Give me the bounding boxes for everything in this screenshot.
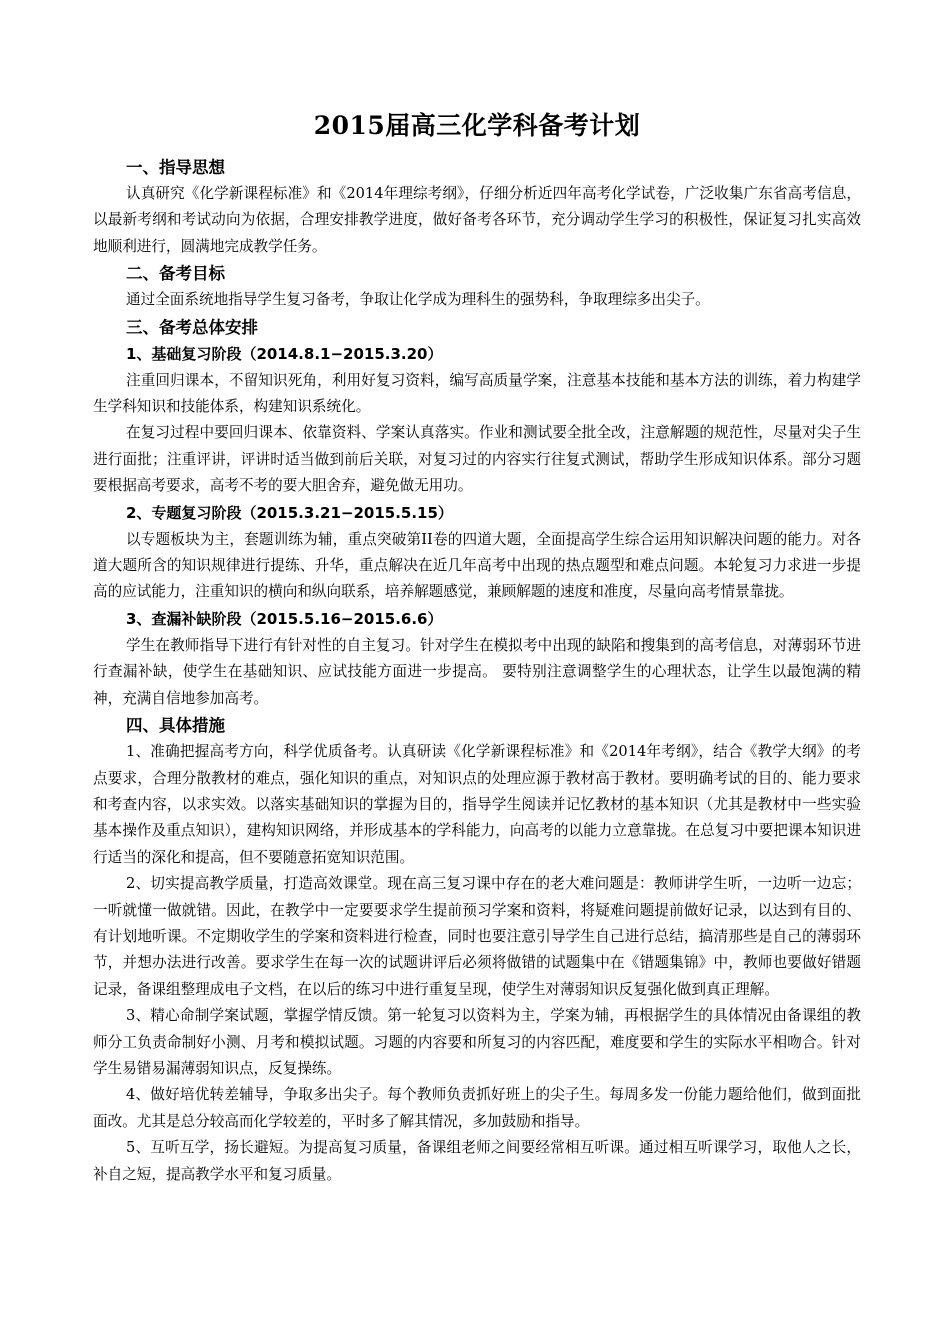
stage-heading-topic-review: 2、专题复习阶段（2015.3.21−2015.5.15）: [126, 503, 453, 522]
paragraph-guiding-ideology: 认真研究《化学新课程标准》和《2014年理综考纲》，仔细分析近四年高考化学试卷，广泛收集广东省高考信息，以最新考纲和考试动向为依据，合理安排教学进度，做好备考各环节，充分调动学生学习的积极性，保证复习扎实高效地顺利进行，圆满地完成教学任务。: [93, 185, 861, 255]
section-heading-goals: 二、备考目标: [126, 264, 225, 284]
paragraph-measure-2: 2、切实提高教学质量，打造高效课堂。现在高三复习课中存在的老大难问题是：教师讲学生听，一边听一边忘；一听就懂一做就错。因此，在教学中一定要要求学生提前预习学案和资料，将疑难问题提前做好记录，以达到有目的、有计划地听课。不定期收学生的学案和资料进行检查，同时也要注意引导学生自己进行总结，搞清那些是自己的薄弱环节，并想办法进行改善。要求学生在每一次的试题讲评后必须将做错的试题集中在《错题集锦》中，教师也要做好错题记录，备课组整理成电子文档，在以后的练习中进行重复呈现，使学生对薄弱知识反复强化做到真正理解。: [93, 875, 861, 998]
stage-heading-gap-filling: 3、查漏补缺阶段（2015.5.16−2015.6.6）: [126, 609, 443, 628]
section-heading-overall-arrangement: 三、备考总体安排: [126, 317, 258, 337]
section-heading-measures: 四、具体措施: [126, 716, 225, 736]
paragraph-basic-review-2: 在复习过程中要回归课本、依靠资料、学案认真落实。作业和测试要全批全改，注意解题的规范性，尽量对尖子生进行面批；注重评讲，评讲时适当做到前后关联，对复习过的内容实行往复式测试，帮助学生形成知识体系。部分习题要根据高考要求，高考不考的要大胆舍弃，避免做无用功。: [93, 424, 861, 495]
document-title: 2015届高三化学科备考计划: [313, 111, 641, 140]
paragraph-measure-4: 4、做好培优转差辅导，争取多出尖子。每个教师负责抓好班上的尖子生。每周多发一份能力题给他们，做到面批面改。尤其是总分较高而化学较差的，平时多了解其情况，多加鼓励和指导。: [93, 1086, 861, 1130]
paragraph-gap-filling: 学生在教师指导下进行有针对性的自主复习。针对学生在模拟考中出现的缺陷和搜集到的高考信息，对薄弱环节进行查漏补缺，使学生在基础知识、应试技能方面进一步提高。 要特别注意调整学生的心理状态，让学生以最饱满的精神，充满自信地参加高考。: [93, 636, 861, 707]
document-page: [93, 98, 861, 1188]
paragraph-goals: 通过全面系统地指导学生复习备考，争取让化学成为理科生的强势科，争取理综多出尖子。: [126, 291, 710, 309]
paragraph-measure-3: 3、精心命制学案试题，掌握学情反馈。第一轮复习以资料为主，学案为辅，再根据学生的具体情况由备课组的教师分工负责命制好小测、月考和模拟试题。习题的内容要和所复习的内容匹配，难度要和学生的实际水平相吻合。针对学生易错易漏薄弱知识点，反复操练。: [93, 1007, 861, 1077]
paragraph-basic-review-1: 注重回归课本，不留知识死角，利用好复习资料，编写高质量学案，注意基本技能和基本方法的训练，着力构建学生学科知识和技能体系，构建知识系统化。: [93, 371, 861, 416]
paragraph-measure-5: 5、互听互学，扬长避短。为提高复习质量，备课组老师之间要经常相互听课。通过相互听课学习，取他人之长，补自之短，提高教学水平和复习质量。: [93, 1139, 861, 1183]
paragraph-topic-review: 以专题板块为主，套题训练为辅，重点突破第II卷的四道大题，全面提高学生综合运用知识解决问题的能力。对各道大题所含的知识规律进行提练、升华，重点解决在近几年高考中出现的热点题型和难点问题。本轮复习力求进一步提高的应试能力，注重知识的横向和纵向联系，培养解题感觉，兼顾解题的速度和准度，尽量向高考情景靠拢。: [93, 530, 861, 601]
stage-heading-basic-review: 1、基础复习阶段（2014.8.1−2015.3.20）: [126, 344, 443, 363]
section-heading-guiding-ideology: 一、指导思想: [126, 158, 225, 177]
paragraph-measure-1: 1、准确把握高考方向，科学优质备考。认真研读《化学新课程标准》和《2014年考纲》，结合《教学大纲》的考点要求，合理分散教材的难点，强化知识的重点，对知识点的处理应源于教材高于教材。要明确考试的目的、能力要求和考查内容，以求实效。以落实基础知识的掌握为目的，指导学生阅读并记忆教材的基本知识（尤其是教材中一些实验基本操作及重点知识），建构知识网络，并形成基本的学科能力，向高考的以能力立意靠拢。在总复习中要把课本知识进行适当的深化和提高，但不要随意拓宽知识范围。: [93, 743, 861, 866]
